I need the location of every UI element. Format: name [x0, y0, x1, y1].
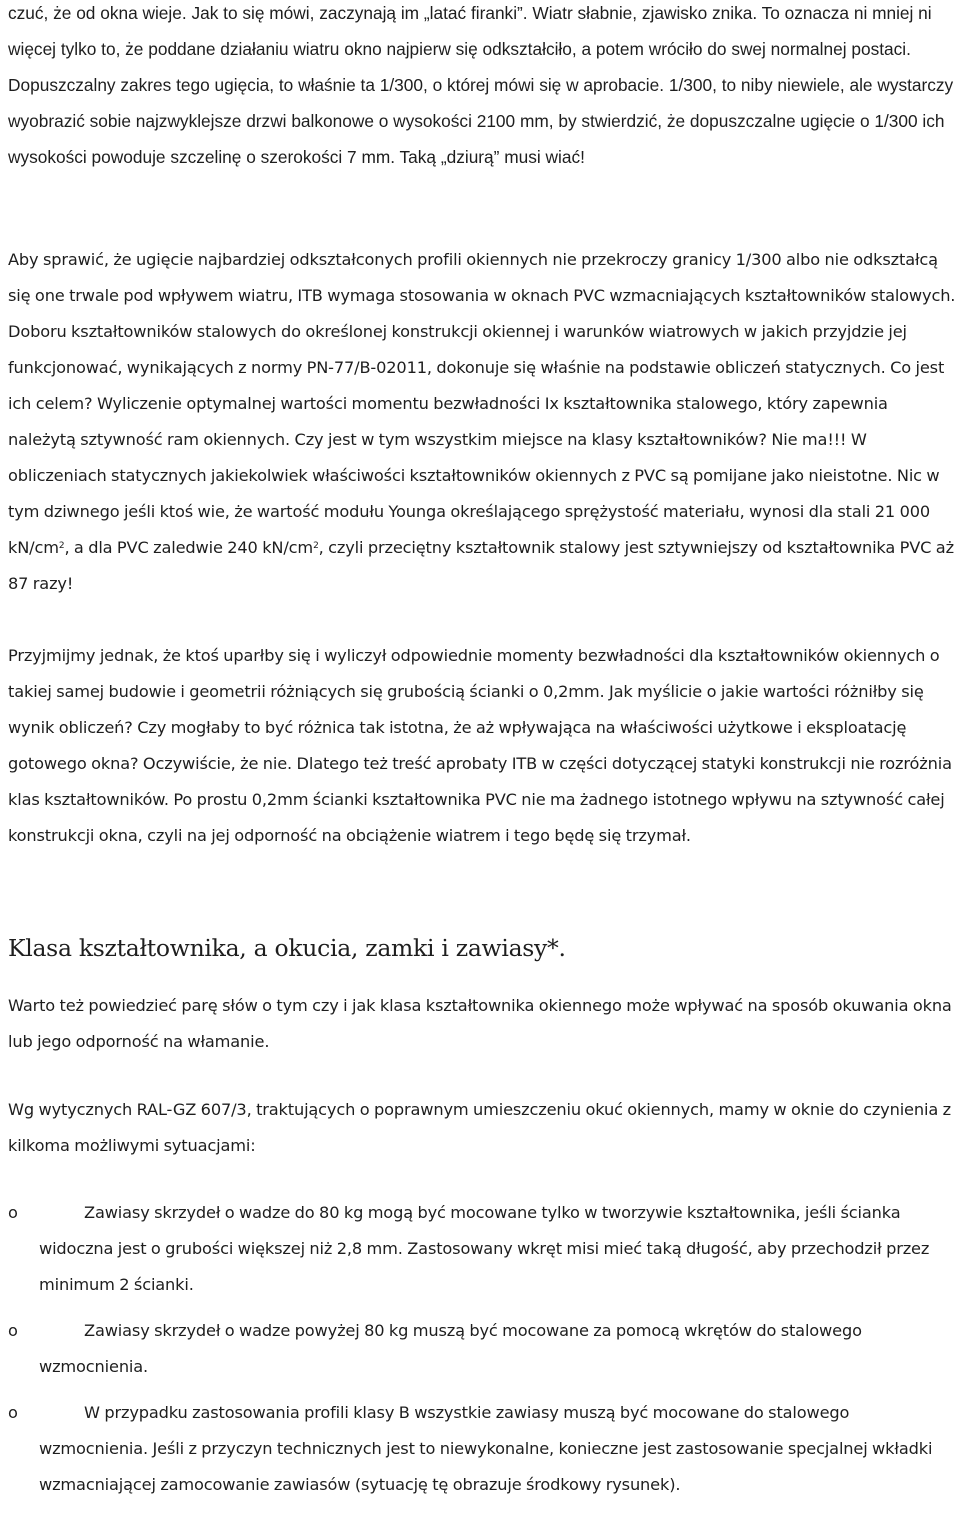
list-item [8, 1313, 956, 1385]
list-item-text [39, 1395, 956, 1503]
paragraph-ral-guidelines: Wg wytycznych RAL-GZ 607/3, traktujących o poprawnym umieszczeniu okuć okiennych, mamy w oknie do czynienia z kilkoma możliwymi sytuacjami: [8, 1100, 951, 1155]
section-heading: Klasa kształtownika, a okucia, zamki i zawiasy*. [8, 934, 566, 962]
list-item-text [39, 1313, 956, 1385]
list-item-text-content: W przypadku zastosowania profili klasy B wszystkie zawiasy muszą być mocowane do stalowego wzmocnienia. Jeśli z przyczyn technicznych jest to niewykonalne, konieczne jest zastosowanie specjalnej wkładki wzmacniającej zamocowanie zawiasów (sytuację tę obrazuje środkowy rysunek). [39, 1403, 933, 1494]
list-item-text [39, 1195, 956, 1303]
hinge-rules-list [8, 1195, 956, 1513]
list-bullet: o [8, 1321, 18, 1340]
list-item [8, 1195, 956, 1303]
list-bullet: o [8, 1203, 18, 1222]
paragraph-wind-deflection: czuć, że od okna wieje. Jak to się mówi, zaczynają im „latać firanki”. Wiatr słabnie, zjawisko znika. To oznacza ni mniej ni więcej tylko to, że poddane działaniu wiatru okno najpierw się odkształciło, a potem wróciło do swej normalnej postaci. Dopuszczalny zakres tego ugięcia, to właśnie ta 1/300, o której mówi się w aprobacie. 1/300, to niby niewiele, ale wystarczy wyobrazić sobie najzwyklejsze drzwi balkonowe o wysokości 2100 mm, by stwierdzić, że dopuszczalne ugięcie o 1/300 ich wysokości powoduje szczelinę o szerokości 7 mm. Taką „dziurą” musi wiać! [8, 3, 954, 167]
list-item-text-content: Zawiasy skrzydeł o wadze powyżej 80 kg muszą być mocowane za pomocą wkrętów do stalowego wzmocnienia. [39, 1321, 862, 1376]
list-item-text-content: Zawiasy skrzydeł o wadze do 80 kg mogą być mocowane tylko w tworzywie kształtownika, jeśli ścianka widoczna jest o grubości większej niż 2,8 mm. Zastosowany wkręt misi mieć taką długość, aby przechodził przez minimum 2 ścianki. [39, 1203, 930, 1294]
list-bullet: o [8, 1403, 18, 1422]
paragraph-steel-reinforcement [8, 242, 956, 602]
paragraph-intro-hardware: Warto też powiedzieć parę słów o tym czy i jak klasa kształtownika okiennego może wpływać na sposób okuwania okna lub jego odporność na włamanie. [8, 996, 952, 1051]
paragraph-wall-thickness: Przyjmijmy jednak, że ktoś uparłby się i wyliczył odpowiednie momenty bezwładności dla kształtowników okiennych o takiej samej budowie i geometrii różniących się grubością ścianki o 0,2mm. Jak myślicie o jakie wartości różniłby się wynik obliczeń? Czy mogłaby to być różnica tak istotna, że aż wpływająca na właściwości użytkowe i eksploatację gotowego okna? Oczywiście, że nie. Dlatego też treść aprobaty ITB w części dotyczącej statyki konstrukcji nie rozróżnia klas kształtowników. Po prostu 0,2mm ścianki kształtownika PVC nie ma żadnego istotnego wpływu na sztywność całej konstrukcji okna, czyli na jej odporność na obciążenie wiatrem i tego będę się trzymał. [8, 646, 952, 845]
paragraph-steel-reinforcement-text-a: Aby sprawić, że ugięcie najbardziej odkształconych profili okiennych nie przekroczy granicy 1/300 albo nie odkształcą się one trwale pod wpływem wiatru, ITB wymaga stosowania w oknach PVC wzmacniających kształtowników stalowych. Doboru kształtowników stalowych do określonej konstrukcji okiennej i warunków wiatrowych w jakich przyjdzie jej funkcjonować, wynikających z normy PN-77/B-02011, dokonuje się właśnie na podstawie obliczeń statycznych. Co jest ich celem? Wyliczenie optymalnej wartości momentu bezwładności Ix kształtownika stalowego, który zapewnia należytą sztywność ram okiennych. Czy jest w tym wszystkim miejsce na klasy kształtowników? Nie ma!!! W obliczeniach statycznych jakiekolwiek właściwości kształtowników okiennych z PVC są pomijane jako nieistotne. Nic w tym dziwnego jeśli ktoś wie, że wartość modułu Younga określającego sprężystość materiału, wynosi dla stali 21 000 kN/cm [8, 250, 956, 557]
paragraph-steel-reinforcement-text-b: , a dla PVC zaledwie 240 kN/cm [64, 538, 314, 557]
superscript-squared: 2 [313, 541, 319, 551]
superscript-squared: 2 [58, 541, 65, 551]
list-item [8, 1395, 956, 1503]
paragraph-steel-reinforcement-text-c: , czyli przeciętny kształtownik stalowy jest sztywniejszy od kształtownika PVC aż 87 razy! [8, 538, 954, 593]
